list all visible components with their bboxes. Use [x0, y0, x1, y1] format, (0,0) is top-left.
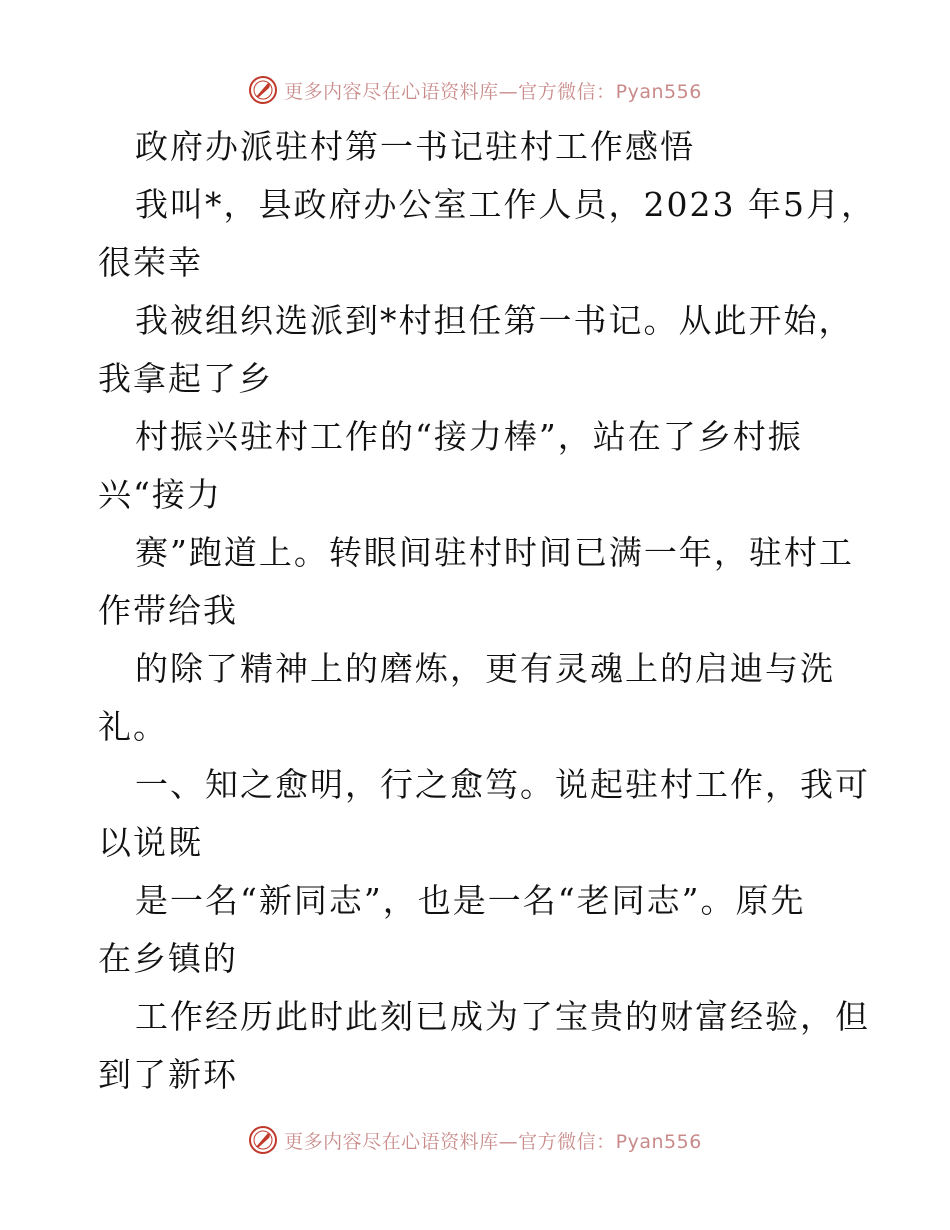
paragraph-line: 兴“接力 [98, 475, 222, 514]
paragraph-line: 我被组织选派到*村担任第一书记。从此开始， [135, 301, 854, 340]
paragraph-line: 村振兴驻村工作的“接力棒”，站在了乡村振 [135, 417, 803, 456]
section-heading-line: 一、知之愈明，行之愈笃。说起驻村工作，我可 [135, 765, 870, 804]
paragraph-line: 工作经历此时此刻已成为了宝贵的财富经验，但 [135, 997, 870, 1036]
paragraph-line: 很荣幸 [98, 243, 203, 282]
footer-watermark [0, 1120, 950, 1160]
paragraph-line: 我拿起了乡 [98, 359, 273, 398]
watermark-text: 更多内容尽在心语资料库—官方微信：Pyan556 [284, 1130, 702, 1153]
watermark-text: 更多内容尽在心语资料库—官方微信：Pyan556 [284, 80, 702, 103]
paragraph-line: 以说既 [98, 823, 203, 862]
document-title: 政府办派驻村第一书记驻村工作感悟 [135, 127, 695, 166]
paragraph-line: 作带给我 [98, 591, 238, 630]
paragraph-line: 到了新环 [98, 1055, 238, 1094]
paragraph-line: 是一名“新同志”，也是一名“老同志”。原先 [135, 881, 806, 920]
paragraph-line: 的除了精神上的磨炼，更有灵魂上的启迪与洗 [135, 649, 835, 688]
paragraph-line: 在乡镇的 [98, 939, 238, 978]
paragraph-line: 我叫*，县政府办公室工作人员，2023 年5月， [135, 185, 876, 224]
paragraph-line: 礼。 [98, 707, 168, 746]
paragraph-line: 赛”跑道上。转眼间驻村时间已满一年，驻村工 [135, 533, 854, 572]
feather-seal-logo [248, 1125, 278, 1155]
